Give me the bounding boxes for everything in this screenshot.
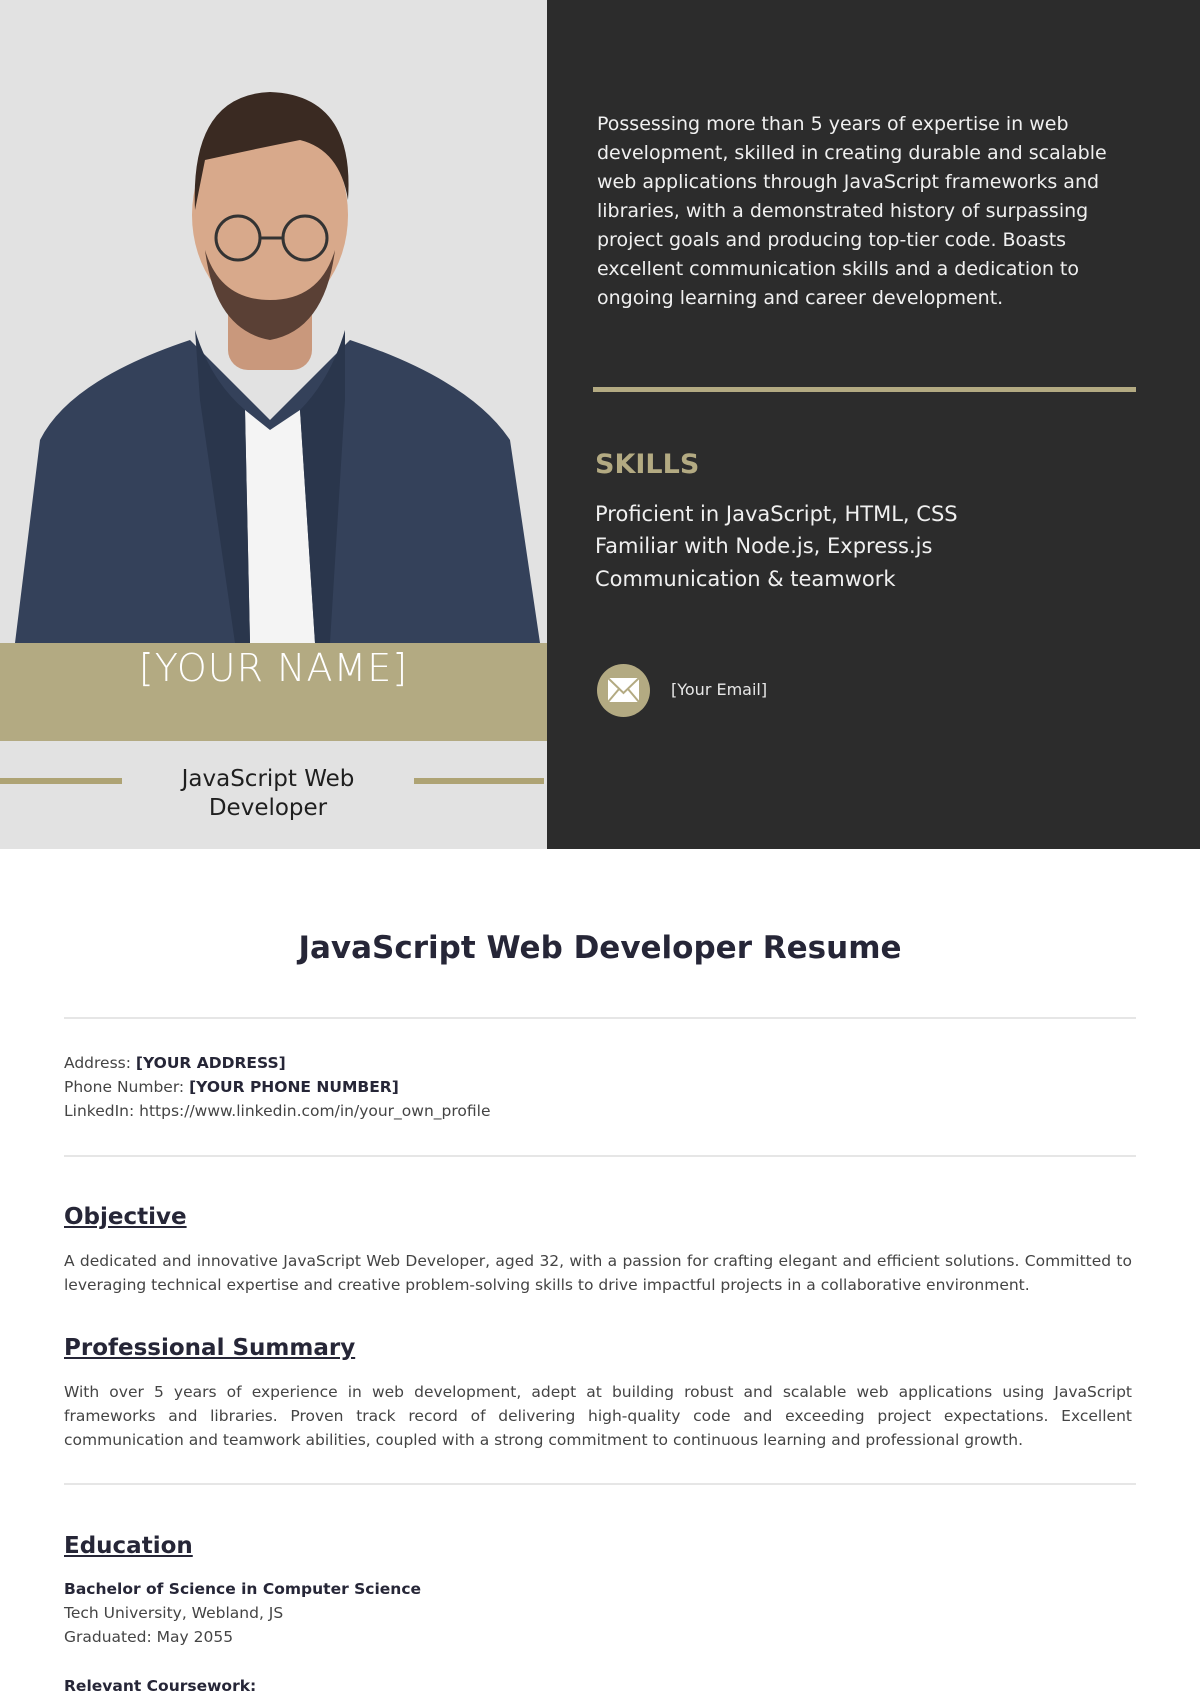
education-heading: Education	[64, 1533, 193, 1559]
job-title: JavaScript Web Developer	[181, 766, 355, 821]
degree: Bachelor of Science in Computer Science	[64, 1580, 422, 1598]
skill-item: Familiar with Node.js, Express.js	[595, 534, 933, 558]
candidate-name: [YOUR NAME]	[138, 646, 409, 690]
phone-line: Phone Number: [YOUR PHONE NUMBER]	[64, 1078, 399, 1096]
objective-text: A dedicated and innovative JavaScript Web Developer, aged 32, with a passion for crafting elegant and efficient solutions. Committed to leveraging technical expertise and creative problem-solving skills to drive impactful projects in a collaborative environment.	[64, 1252, 1132, 1294]
profile-summary: Possessing more than 5 years of expertise in web development, skilled in creating durable and scalable web applications through JavaScript frameworks and libraries, with a demonstrated history of surpassing project goals and producing top-tier code. Boasts excellent communication skills and a dedication to ongoing learning and career development.	[597, 113, 1107, 309]
resume-title: JavaScript Web Developer Resume	[298, 930, 902, 966]
divider-left	[0, 778, 122, 784]
objective-heading: Objective	[64, 1204, 187, 1230]
divider	[593, 387, 1136, 392]
divider	[64, 1155, 1136, 1157]
summary-text: With over 5 years of experience in web development, adept at building robust and scalable web applications using JavaScript frameworks and libraries. Proven track record of delivering high-quality code and exceeding project expectations. Excellent communication and teamwork abilities, coupled with a strong commitment to continuous learning and professional growth.	[64, 1383, 1132, 1449]
linkedin-link[interactable]: https://www.linkedin.com/in/your_own_profile	[139, 1102, 491, 1120]
skill-item: Communication & teamwork	[595, 567, 896, 591]
skills-heading: SKILLS	[595, 449, 700, 480]
linkedin-line: LinkedIn: https://www.linkedin.com/in/your_own_profile	[64, 1102, 491, 1120]
summary-heading: Professional Summary	[64, 1335, 356, 1361]
divider	[64, 1483, 1136, 1485]
email-text: [Your Email]	[671, 680, 768, 699]
divider	[64, 1017, 1136, 1019]
school: Tech University, Webland, JS	[64, 1604, 284, 1622]
graduation-date: Graduated: May 2055	[64, 1628, 234, 1646]
skill-item: Proficient in JavaScript, HTML, CSS	[595, 502, 958, 526]
divider-right	[414, 778, 544, 784]
envelope-icon	[597, 664, 650, 717]
profile-photo	[0, 0, 547, 643]
address-line: Address: [YOUR ADDRESS]	[64, 1054, 286, 1072]
coursework-label: Relevant Coursework:	[64, 1677, 257, 1695]
